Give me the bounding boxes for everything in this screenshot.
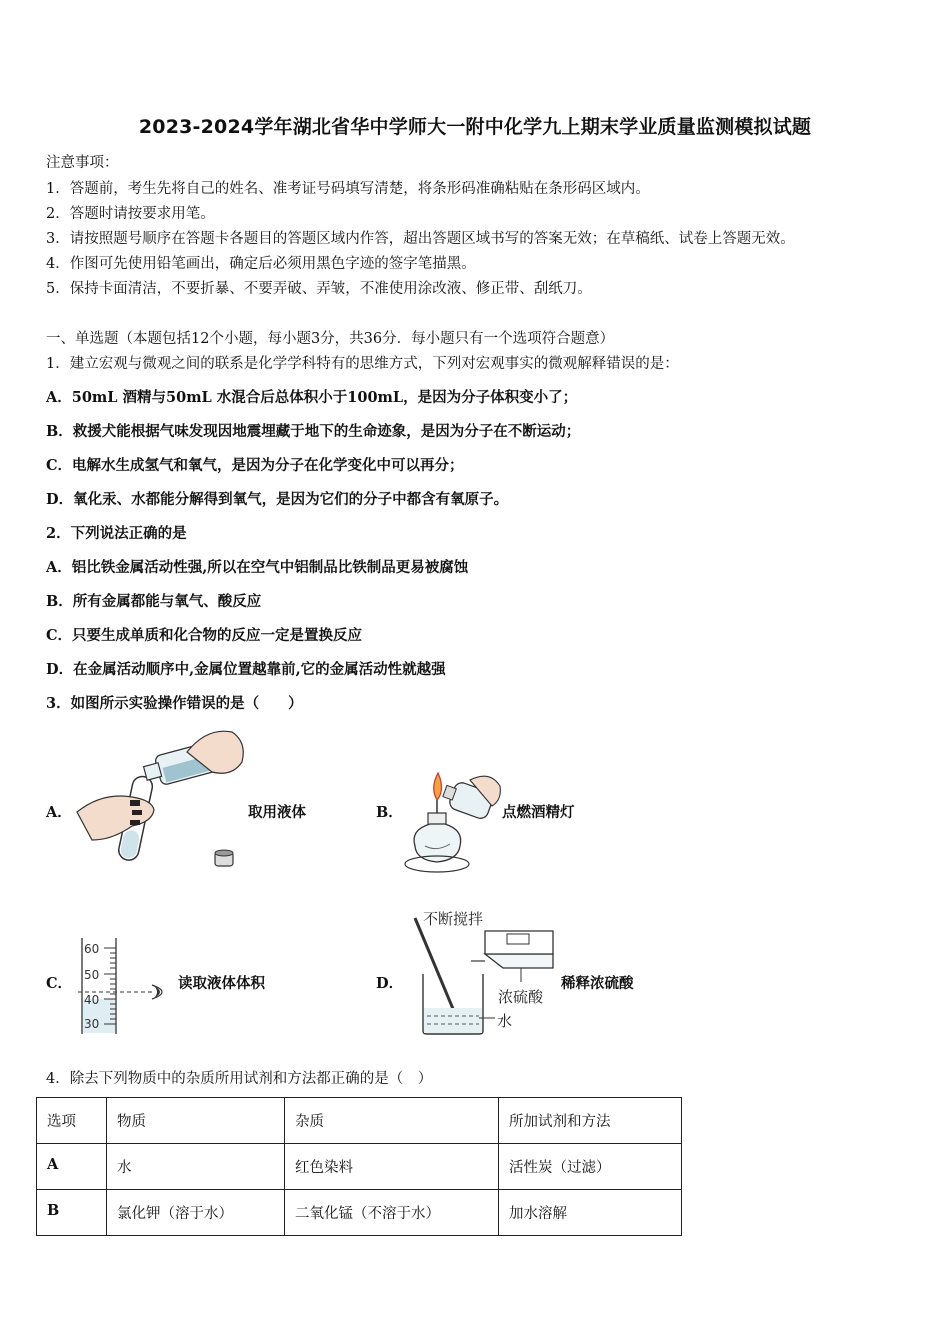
- notice-item: 4．作图可先使用铅笔画出，确定后必须用黑色字迹的签字笔描黑。: [46, 256, 476, 272]
- tick-label-30: 30: [84, 1017, 100, 1031]
- table-cell: 氯化钾（溶于水）: [107, 1190, 285, 1236]
- question-1-stem: 1．建立宏观与微观之间的联系是化学学科特有的思维方式，下列对宏观事实的微观解释错误的是：: [46, 356, 679, 372]
- alcohol-lamp-figure: [400, 768, 505, 878]
- table-cell: 加水溶解: [499, 1190, 682, 1236]
- impurity-table: [36, 1097, 682, 1236]
- header-cell: 所加试剂和方法: [499, 1098, 682, 1144]
- q2-option-a: A．铝比铁金属活动性强,所以在空气中铝制品比铁制品更易被腐蚀: [46, 559, 469, 576]
- q3-option-b-caption: 点燃酒精灯: [502, 804, 575, 821]
- table-row: [37, 1144, 682, 1190]
- q3-option-c-caption: 读取液体体积: [178, 975, 265, 992]
- header-cell: 物质: [107, 1098, 285, 1144]
- q1-option-a: A．50mL 酒精与50mL 水混合后总体积小于100mL，是因为分子体积变小了；: [46, 389, 578, 406]
- acid-label: 浓硫酸: [498, 988, 544, 1006]
- q3-option-d-letter: D．: [376, 975, 404, 992]
- table-cell: B: [37, 1190, 107, 1236]
- q1-option-b: B．救援犬能根据气味发现因地震埋藏于地下的生命迹象，是因为分子在不断运动；: [46, 423, 581, 440]
- graduated-cylinder-figure: [74, 936, 178, 1036]
- q2-option-d: D．在金属活动顺序中,金属位置越靠前,它的金属活动性就越强: [46, 661, 446, 678]
- q1-option-d: D．氧化汞、水都能分解得到氧气，是因为它们的分子中都含有氧原子。: [46, 491, 509, 508]
- q3-option-a-caption: 取用液体: [248, 804, 306, 821]
- question-4-stem: 4．除去下列物质中的杂质所用试剂和方法都正确的是（ ）: [46, 1071, 433, 1087]
- page-title: 2023-2024学年湖北省华中学师大一附中化学九上期末学业质量监测模拟试题: [138, 116, 812, 138]
- table-cell: 水: [107, 1144, 285, 1190]
- table-cell: A: [37, 1144, 107, 1190]
- table-cell: 红色染料: [285, 1144, 499, 1190]
- water-label: 水: [497, 1012, 513, 1030]
- q2-option-b: B．所有金属都能与氧气、酸反应: [46, 593, 262, 610]
- question-2-stem: 2．下列说法正确的是: [46, 525, 187, 542]
- header-cell: 选项: [37, 1098, 107, 1144]
- tick-label-60: 60: [84, 942, 100, 956]
- notice-item: 2．答题时请按要求用笔。: [46, 206, 215, 222]
- header-cell: 杂质: [285, 1098, 499, 1144]
- q3-option-d-caption: 稀释浓硫酸: [561, 975, 634, 992]
- tick-label-40: 40: [84, 993, 100, 1007]
- table-cell: 二氧化锰（不溶于水）: [285, 1190, 499, 1236]
- q2-option-c: C．只要生成单质和化合物的反应一定是置换反应: [46, 627, 363, 644]
- q3-option-a-letter: A．: [46, 804, 72, 821]
- q3-option-c-letter: C．: [46, 975, 73, 992]
- notice-item: 5．保持卡面清洁，不要折暴、不要弄破、弄皱，不准使用涂改液、修正带、刮纸刀。: [46, 281, 592, 297]
- dilute-acid-figure: [403, 906, 558, 1036]
- q3-option-b-letter: B．: [376, 804, 403, 821]
- table-header-row: [37, 1098, 682, 1144]
- tick-label-50: 50: [84, 968, 100, 982]
- notice-heading: 注意事项：: [46, 155, 119, 171]
- q1-option-c: C．电解水生成氢气和氧气，是因为分子在化学变化中可以再分；: [46, 457, 464, 474]
- question-3-stem: 3．如图所示实验操作错误的是（ ）: [46, 695, 303, 712]
- notice-item: 3．请按照题号顺序在答题卡各题目的答题区域内作答，超出答题区域书写的答案无效；在草稿纸、试卷上答题无效。: [46, 231, 795, 247]
- table-cell: 活性炭（过滤）: [499, 1144, 682, 1190]
- stir-label: 不断搅拌: [423, 910, 484, 928]
- table-row: [37, 1190, 682, 1236]
- section-heading: 一、单选题（本题包括12个小题，每小题3分，共36分．每小题只有一个选项符合题意）: [46, 331, 615, 347]
- notice-item: 1．答题前，考生先将自己的姓名、准考证号码填写清楚，将条形码准确粘贴在条形码区域内。: [46, 181, 650, 197]
- pour-liquid-figure: [72, 722, 252, 872]
